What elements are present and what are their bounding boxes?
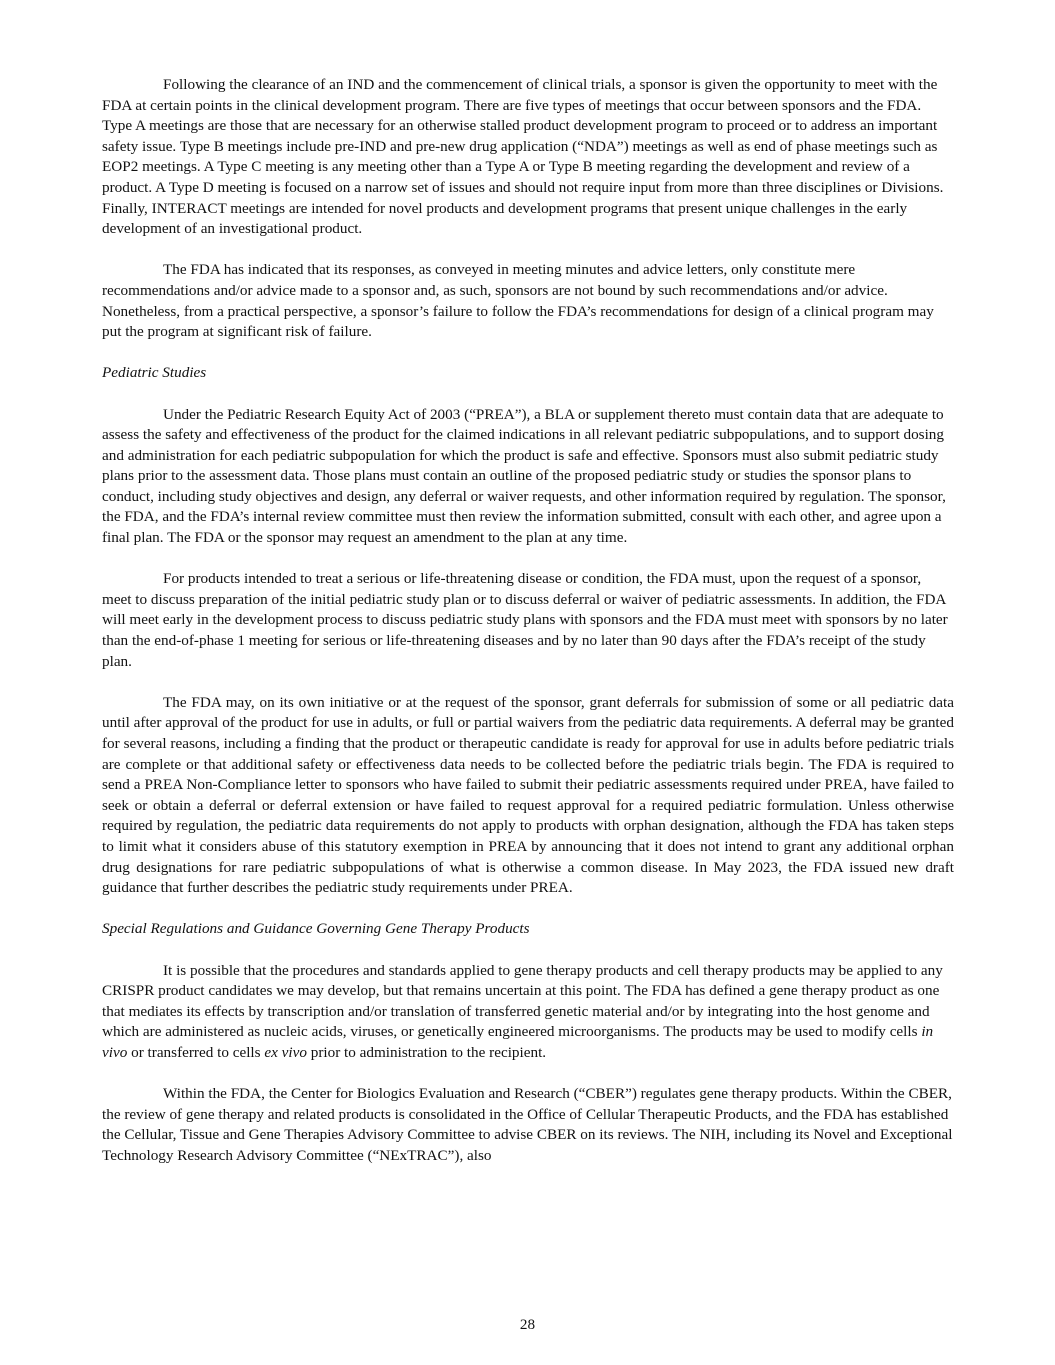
- paragraph-meetings: Following the clearance of an IND and the commencement of clinical trials, a sponsor is given the opportunity to meet with the FDA at certain points in the clinical development program. There are five types of meetings that occur between sponsors and the FDA. Type A meetings are those that are necessary for an otherwise stalled product development program to proceed or to address an important safety issue. Type B meetings include pre-IND and pre-new drug application (“NDA”) meetings as well as end of phase meetings such as EOP2 meetings. A Type C meeting is any meeting other than a Type A or Type B meeting regarding the development and review of a product. A Type D meeting is focused on a narrow set of issues and should not require input from more than three disciplines or Divisions. Finally, INTERACT meetings are intended for novel products and development programs that present unique challenges in the early development of an investigational product.: [102, 76, 944, 238]
- paragraph-deferrals: The FDA may, on its own initiative or at the request of the sponsor, grant deferrals for submission of some or all pediatric data until after approval of the product for use in adults, or full or partial waivers from the pediatric data requirements. A deferral may be granted for several reasons, including a finding that the product or therapeutic candidate is ready for approval for use in adults before pediatric trials are complete or that additional safety or effectiveness data needs to be collected before the pediatric trials begin. The FDA is required to send a PREA Non-Compliance letter to sponsors who have failed to submit their pediatric assessments required under PREA, have failed to seek or obtain a deferral or deferral extension or have failed to request approval for a required pediatric formulation. Unless otherwise required by regulation, the pediatric data requirements do not apply to products with orphan designation, although the FDA has taken steps to limit what it considers abuse of this statutory exemption in PREA by announcing that it does not intend to grant any additional orphan drug designations for rare pediatric subpopulations of what is otherwise a common disease. In May 2023, the FDA issued new draft guidance that further describes the pediatric study requirements under PREA.: [102, 693, 954, 897]
- paragraph-gene-therapy-definition: [102, 961, 954, 1064]
- document-page: [102, 75, 954, 1187]
- italic-term-in-vivo: in vivo: [102, 1023, 934, 1061]
- paragraph-prea: Under the Pediatric Research Equity Act of 2003 (“PREA”), a BLA or supplement thereto must contain data that are adequate to assess the safety and effectiveness of the product for the claimed indications in all relevant pediatric subpopulations, and to support dosing and administration for each pediatric subpopulation for which the product is safe and effective. Sponsors must also submit pediatric study plans prior to the assessment data. Those plans must contain an outline of the proposed pediatric study or studies the sponsor plans to conduct, including study objectives and design, any deferral or waiver requests, and other information required by regulation. The sponsor, the FDA, and the FDA’s internal review committee must then review the information submitted, consult with each other, and agree upon a final plan. The FDA or the sponsor may request an amendment to the plan at any time.: [102, 405, 946, 547]
- text-span: It is possible that the procedures and standards applied to gene therapy products and cell therapy products may be applied to any CRISPR product candidates we may develop, but that remains uncertain at this point. The FDA has defined a gene therapy product as one that mediates its effects by transcription and/or translation of transferred genetic material and/or by integrating into the host genome and which are administered as nucleic acids, viruses, or genetically engineered microorganisms. The products may be used to modify cells: [102, 961, 943, 1041]
- italic-term-ex-vivo: ex vivo: [264, 1043, 307, 1061]
- section-heading-pediatric-studies: Pediatric Studies: [102, 364, 207, 382]
- text-span: or transferred to cells: [127, 1043, 265, 1061]
- paragraph-fda-responses: The FDA has indicated that its responses, as conveyed in meeting minutes and advice letters, only constitute mere recommendations and/or advice made to a sponsor and, as such, sponsors are not bound by such recommendations and/or advice. Nonetheless, from a practical perspective, a sponsor’s failure to follow the FDA’s recommendations for design of a clinical program may put the program at significant risk of failure.: [102, 261, 934, 341]
- text-span: prior to administration to the recipient.: [306, 1043, 547, 1061]
- paragraph-cber: Within the FDA, the Center for Biologics Evaluation and Research (“CBER”) regulates gene therapy products. Within the CBER, the review of gene therapy and related products is consolidated in the Office of Cellular Therapeutic Products, and the FDA has established the Cellular, Tissue and Gene Therapies Advisory Committee to advise CBER on its reviews. The NIH, including its Novel and Exceptional Technology Research Advisory Committee (“NExTRAC”), also: [102, 1085, 953, 1164]
- section-heading-gene-therapy: Special Regulations and Guidance Governing Gene Therapy Products: [102, 920, 530, 938]
- paragraph-serious-conditions: For products intended to treat a serious or life-threatening disease or condition, the FDA must, upon the request of a sponsor, meet to discuss preparation of the initial pediatric study plan or to discuss deferral or waiver of pediatric assessments. In addition, the FDA will meet early in the development process to discuss pediatric study plans with sponsors and the FDA must meet with sponsors by no later than the end-of-phase 1 meeting for serious or life-threatening diseases and by no later than 90 days after the FDA’s receipt of the study plan.: [102, 570, 948, 670]
- page-number: 28: [519, 1316, 536, 1333]
